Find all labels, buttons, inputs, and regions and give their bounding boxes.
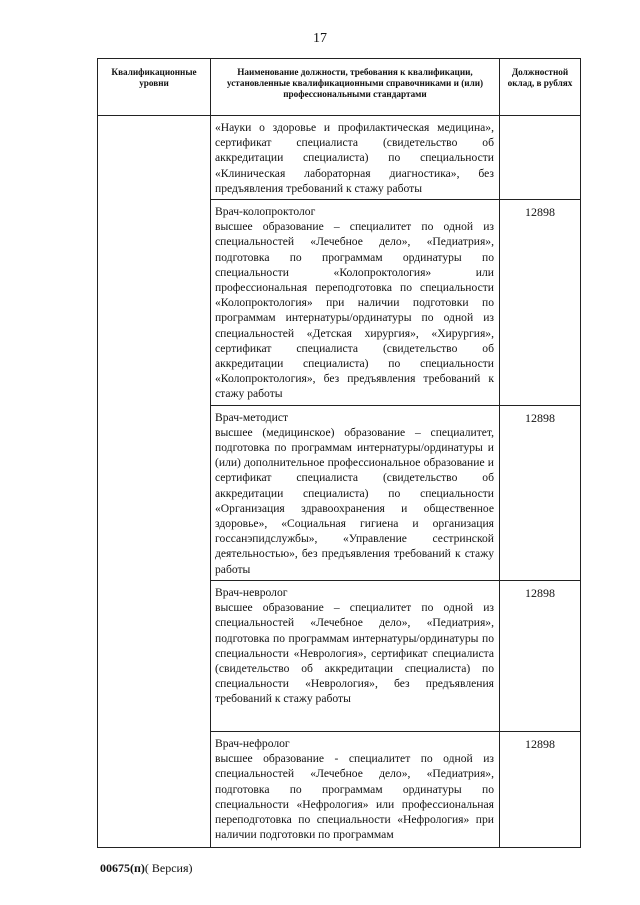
qualification-table [97,58,581,848]
position-title: Врач-колопроктолог [215,205,316,219]
salary-cell: 12898 [500,200,581,406]
salary-cell [500,116,581,200]
description-body: «Науки о здоровье и профилактическая медицина», сертификат специалиста (свидетельство об аккредитации специалиста) по специальности «Клиническая лабораторная диагностика», без предъявления требований к стажу работы [215,121,494,195]
salary-cell: 12898 [500,405,581,580]
description-body: высшее образование – специалитет по одной из специальностей «Лечебное дело», «Педиатрия», подготовка по программам интернатуры/ординатуры по специальности «Неврология», сертификат специалиста (свидетельство об аккредитации специалиста) по специальности «Неврология», без предъявления требований к стажу работы [215,601,494,706]
description-cell [211,116,500,200]
description-cell [211,200,500,406]
salary-cell: 12898 [500,731,581,847]
table-row [98,116,581,200]
document-version: ( Версия) [144,861,193,875]
header-salary: Должностной оклад, в рублях [500,59,581,116]
description-body: высшее образование – специалитет по одной из специальностей «Лечебное дело», «Педиатрия», подготовка по программам ординатуры по специальности «Колопроктология» или профессиональная переподготовка по специальности «Колопроктология» при наличии подготовки по программам интернатуры/ординатуры по одной из специальностей «Детская хирургия», «Хирургия», сертификат специалиста (свидетельство об аккредитации специалиста) по специальности «Колопроктология», без предъявления требований к стажу работы [215,220,494,401]
position-title: Врач-невролог [215,585,288,599]
page-number: 17 [313,31,327,46]
table-header-row [98,59,581,116]
salary-cell: 12898 [500,580,581,731]
description-cell [211,405,500,580]
document-footer [100,861,193,876]
description-body: высшее образование - специалитет по одной из специальностей «Лечебное дело», «Педиатрия», подготовка по программам ординатуры по специальности «Нефрология» или профессиональная переподготовка по специальности «Нефрология» при наличии подготовки по программам [215,752,494,842]
description-cell [211,580,500,731]
position-title: Врач-нефролог [215,736,290,750]
description-cell [211,731,500,847]
level-cell [98,116,211,848]
header-level: Квалификационные уровни [98,59,211,116]
position-title: Врач-методист [215,410,289,424]
header-description: Наименование должности, требования к квалификации, установленные квалификационными справочниками и (или) профессиональными стандартами [211,59,500,116]
description-body: высшее (медицинское) образование – специалитет, подготовка по программам интернатуры/ординатуры и (или) дополнительное профессиональное образование и сертификат специалиста (свидетельство об аккредитации специалиста) по специальности «Организация здравоохранения и общественное здоровье», «Социальная гигиена и организация госсанэпидслужбы», «Управление сестринской деятельностью», без предъявления требований к стажу работы [215,425,494,576]
document-code: 00675(п) [100,861,145,875]
